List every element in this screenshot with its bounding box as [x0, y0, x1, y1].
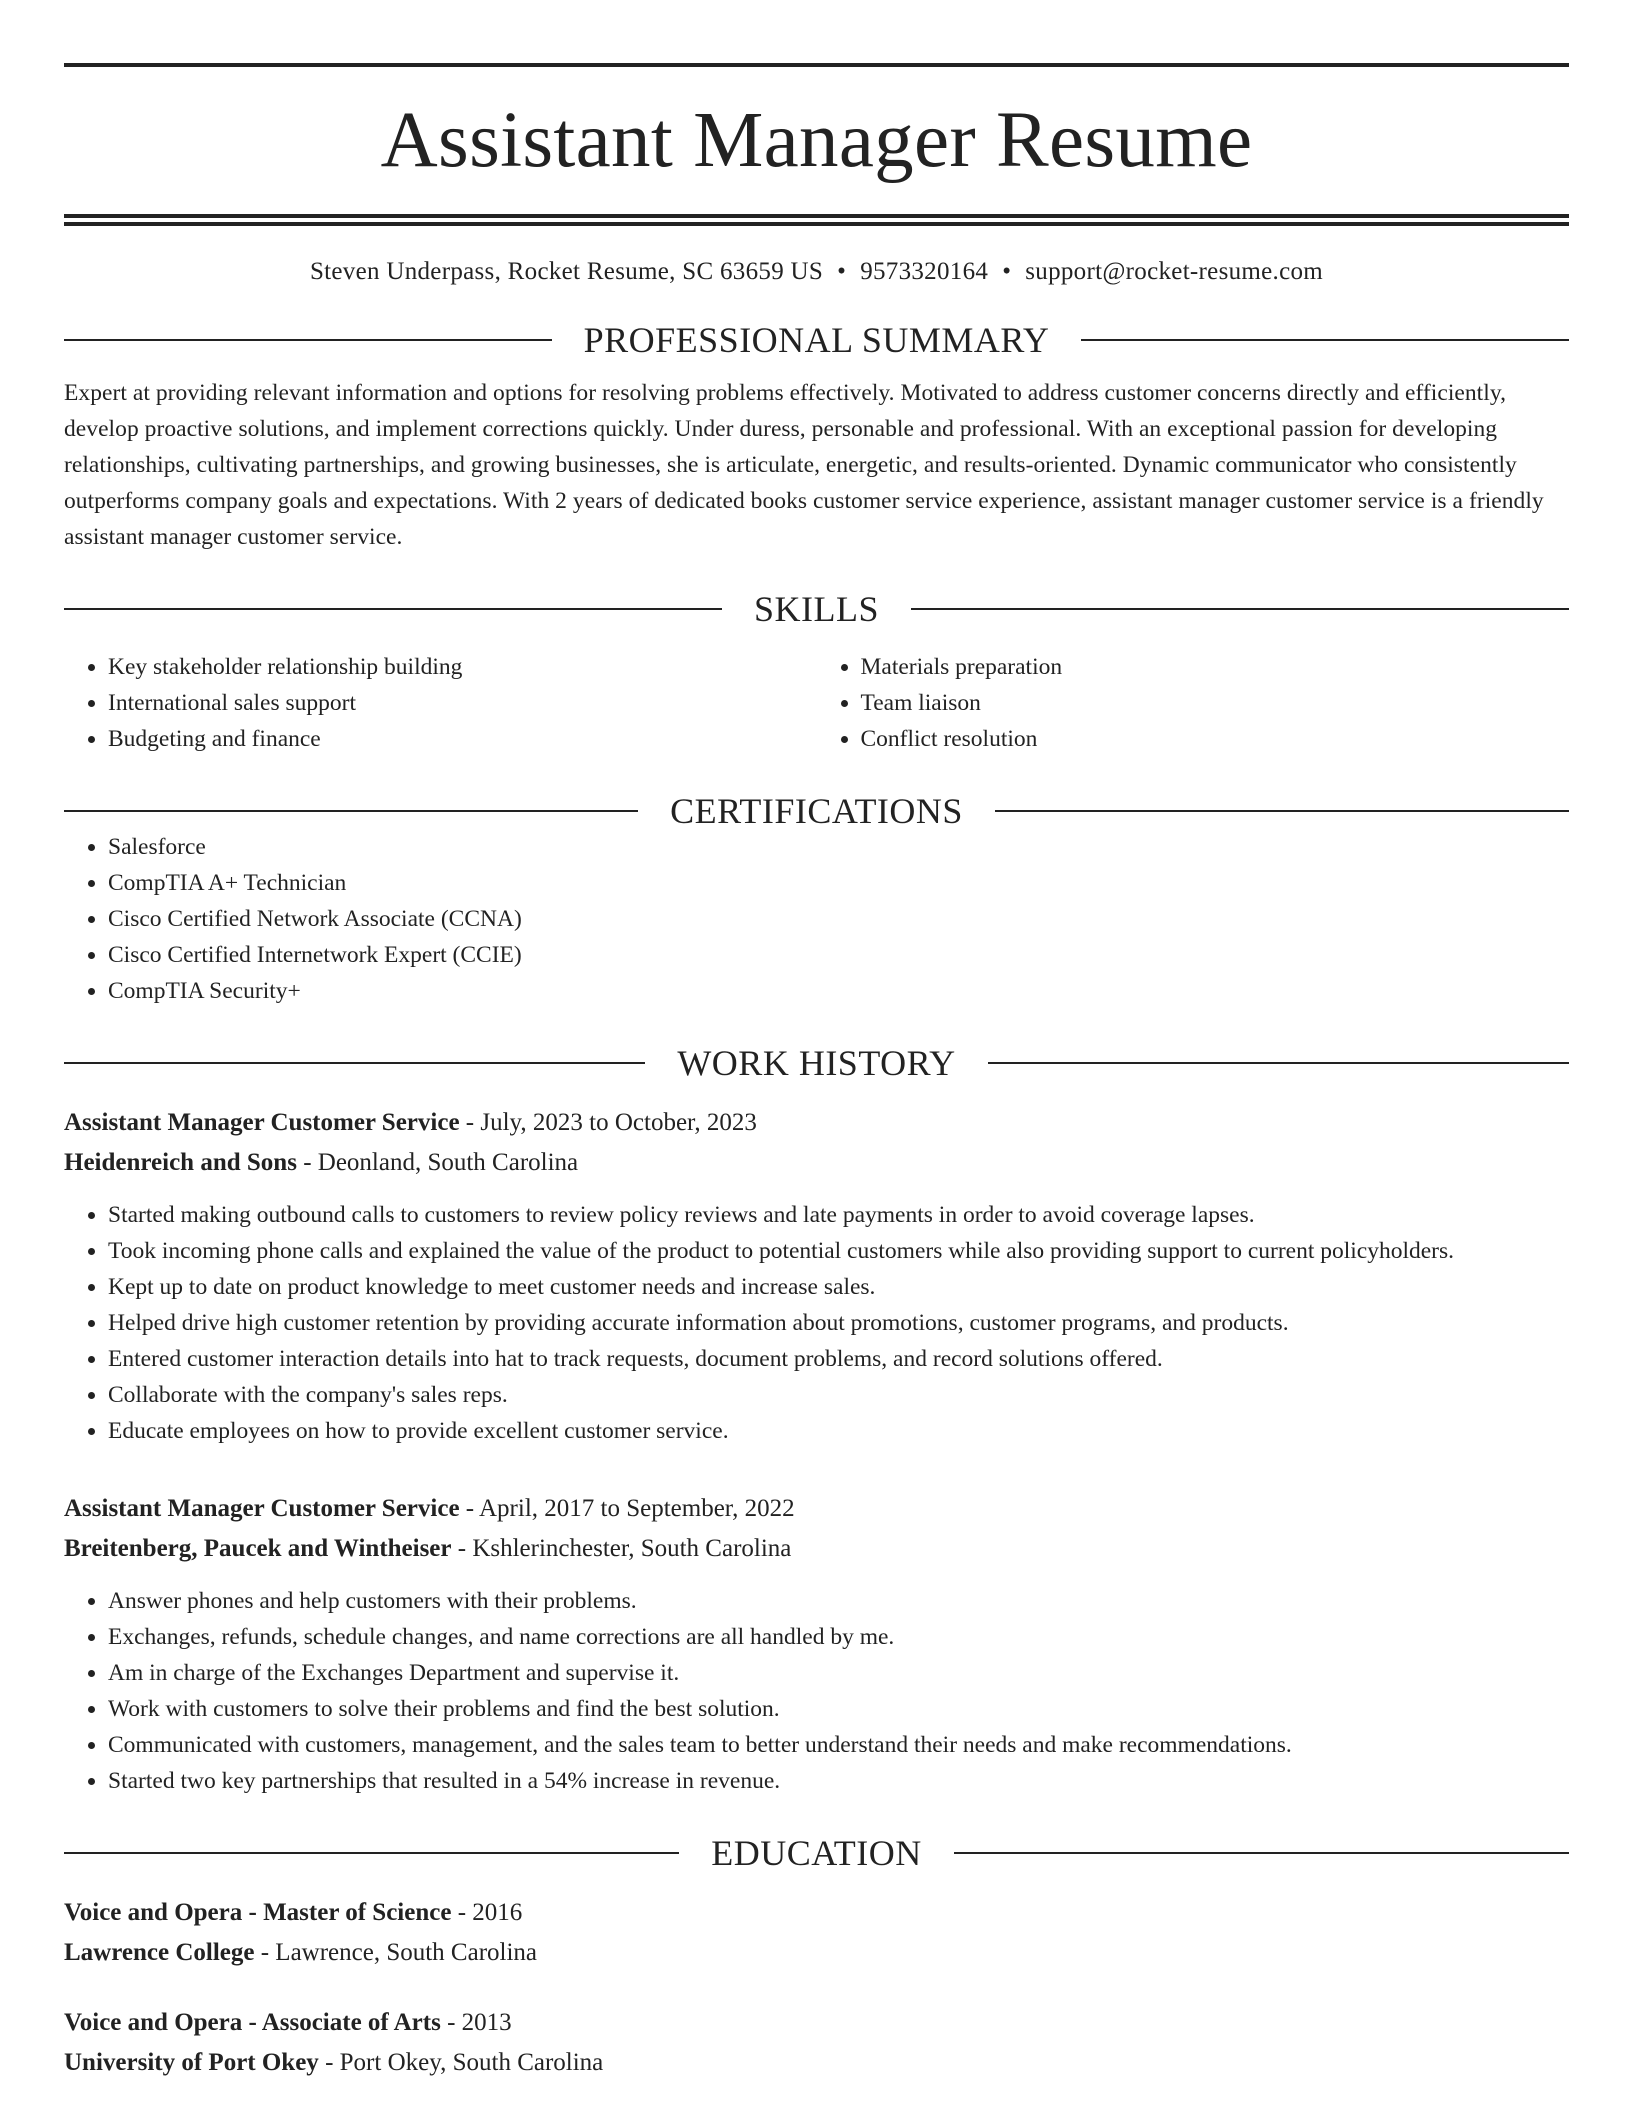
education-location: - Lawrence, South Carolina — [254, 1939, 538, 1966]
contact-separator: • — [1002, 258, 1012, 285]
job-company-line — [64, 1529, 1569, 1569]
skill-item: • Conflict resolution — [861, 721, 1570, 757]
skills-list-right — [817, 649, 1570, 757]
certifications-list — [64, 829, 1569, 1009]
education-degree-line — [64, 1893, 1569, 1933]
job-dates: - April, 2017 to September, 2022 — [459, 1495, 795, 1522]
summary-text: Expert at providing relevant information and options for resolving problems effectively. Motivated to address customer concerns directly and efficiently, develop proactive solutions, and implement corrections quickly. Under duress, personable and professional. With an exceptional passion for developing relationships, cultivating partnerships, and growing businesses, she is articulate, energetic, and results-oriented. Dynamic communicator who consistently outperforms company goals and expectations. With 2 years of dedicated books customer service experience, assistant manager customer service is a friendly assistant manager customer service. — [64, 380, 1544, 550]
job-duty: • Helped drive high customer retention by providing accurate information about promotions, customer programs, and products. — [108, 1305, 1569, 1341]
job-duty: • Am in charge of the Exchanges Department and supervise it. — [108, 1655, 1569, 1691]
education-entry — [64, 2003, 1569, 2083]
heading-rule-right — [911, 608, 1569, 610]
certification-item: • Salesforce — [108, 829, 1569, 865]
certification-item: • CompTIA A+ Technician — [108, 865, 1569, 901]
job-company: Breitenberg, Paucek and Wintheiser — [64, 1535, 452, 1562]
resume-content — [64, 63, 1569, 2083]
education-degree-line — [64, 2003, 1569, 2043]
summary-heading — [64, 322, 1569, 358]
education-heading — [64, 1835, 1569, 1871]
skills-list-left — [64, 649, 817, 757]
work-heading — [64, 1045, 1569, 1081]
education-year: - 2013 — [440, 2009, 512, 2036]
education-school-line — [64, 1933, 1569, 1973]
education-school: University of Port Okey — [64, 2049, 319, 2076]
job-duty: • Communicated with customers, management, and the sales team to better understand their needs and make recommendations. — [108, 1727, 1569, 1763]
certification-item: • CompTIA Security+ — [108, 973, 1569, 1009]
job-duty: • Kept up to date on product knowledge to meet customer needs and increase sales. — [108, 1269, 1569, 1305]
job-title: Assistant Manager Customer Service — [64, 1109, 460, 1136]
education-location: - Port Okey, South Carolina — [318, 2049, 604, 2076]
job-duty: • Started making outbound calls to customers to review policy reviews and late payments in order to avoid coverage lapses. — [108, 1197, 1569, 1233]
skills-heading — [64, 591, 1569, 627]
education-degree: Voice and Opera - Associate of Arts — [64, 2009, 441, 2036]
job-duty: • Started two key partnerships that resulted in a 54% increase in revenue. — [108, 1763, 1569, 1799]
certification-item: • Cisco Certified Network Associate (CCNA) — [108, 901, 1569, 937]
heading-rule-right — [954, 1852, 1569, 1854]
skill-item: • Budgeting and finance — [108, 721, 817, 757]
job-entry — [64, 1103, 1569, 1449]
skills-column-left — [64, 649, 817, 757]
summary-heading-text: PROFESSIONAL SUMMARY — [583, 320, 1050, 360]
top-rule — [64, 63, 1569, 67]
job-title-line — [64, 1489, 1569, 1529]
job-duty: • Educate employees on how to provide excellent customer service. — [108, 1413, 1569, 1449]
education-year: - 2016 — [451, 1899, 523, 1926]
skill-item: • Key stakeholder relationship building — [108, 649, 817, 685]
heading-rule-right — [995, 810, 1569, 812]
job-duties-list — [64, 1197, 1569, 1449]
heading-rule-right — [988, 1062, 1569, 1064]
certifications-heading-text: CERTIFICATIONS — [670, 791, 963, 831]
heading-rule-left — [64, 1852, 679, 1854]
job-duty: • Work with customers to solve their problems and find the best solution. — [108, 1691, 1569, 1727]
skill-item: • Team liaison — [861, 685, 1570, 721]
job-duty: • Exchanges, refunds, schedule changes, and name corrections are all handled by me. — [108, 1619, 1569, 1655]
contact-email: support@rocket-resume.com — [1025, 258, 1324, 285]
heading-rule-right — [1081, 339, 1569, 341]
heading-rule-left — [64, 810, 638, 812]
education-school-line — [64, 2043, 1569, 2083]
title-double-rule — [64, 214, 1569, 226]
contact-phone: 9573320164 — [860, 258, 989, 285]
heading-rule-left — [64, 339, 552, 341]
job-company: Heidenreich and Sons — [64, 1149, 297, 1176]
job-company-line — [64, 1143, 1569, 1183]
job-duty: • Answer phones and help customers with their problems. — [108, 1583, 1569, 1619]
contact-address: Steven Underpass, Rocket Resume, SC 63659 US — [309, 258, 824, 285]
education-school: Lawrence College — [64, 1939, 255, 1966]
skill-item: • Materials preparation — [861, 649, 1570, 685]
certifications-heading — [64, 793, 1569, 829]
job-location: - Deonland, South Carolina — [296, 1149, 579, 1176]
heading-rule-left — [64, 1062, 645, 1064]
skill-item: • International sales support — [108, 685, 817, 721]
education-heading-text: EDUCATION — [711, 1833, 922, 1873]
job-duties-list — [64, 1583, 1569, 1799]
work-heading-text: WORK HISTORY — [677, 1043, 956, 1083]
education-entry — [64, 1893, 1569, 1973]
job-entry — [64, 1489, 1569, 1799]
page-title: Assistant Manager Resume — [380, 97, 1253, 184]
job-duty: • Collaborate with the company's sales reps. — [108, 1377, 1569, 1413]
job-location: - Kshlerinchester, South Carolina — [451, 1535, 792, 1562]
contact-separator: • — [837, 258, 847, 285]
job-duty: • Took incoming phone calls and explained the value of the product to potential customers while also providing support to current policyholders. — [108, 1233, 1569, 1269]
skills-columns — [64, 649, 1569, 757]
certification-item: • Cisco Certified Internetwork Expert (CCIE) — [108, 937, 1569, 973]
contact-line — [64, 258, 1569, 286]
heading-rule-left — [64, 608, 722, 610]
job-duty: • Entered customer interaction details into hat to track requests, document problems, and record solutions offered. — [108, 1341, 1569, 1377]
job-title-line — [64, 1103, 1569, 1143]
skills-column-right — [817, 649, 1570, 757]
job-dates: - July, 2023 to October, 2023 — [459, 1109, 757, 1136]
job-title: Assistant Manager Customer Service — [64, 1495, 460, 1522]
education-degree: Voice and Opera - Master of Science — [64, 1899, 452, 1926]
skills-heading-text: SKILLS — [754, 589, 880, 629]
